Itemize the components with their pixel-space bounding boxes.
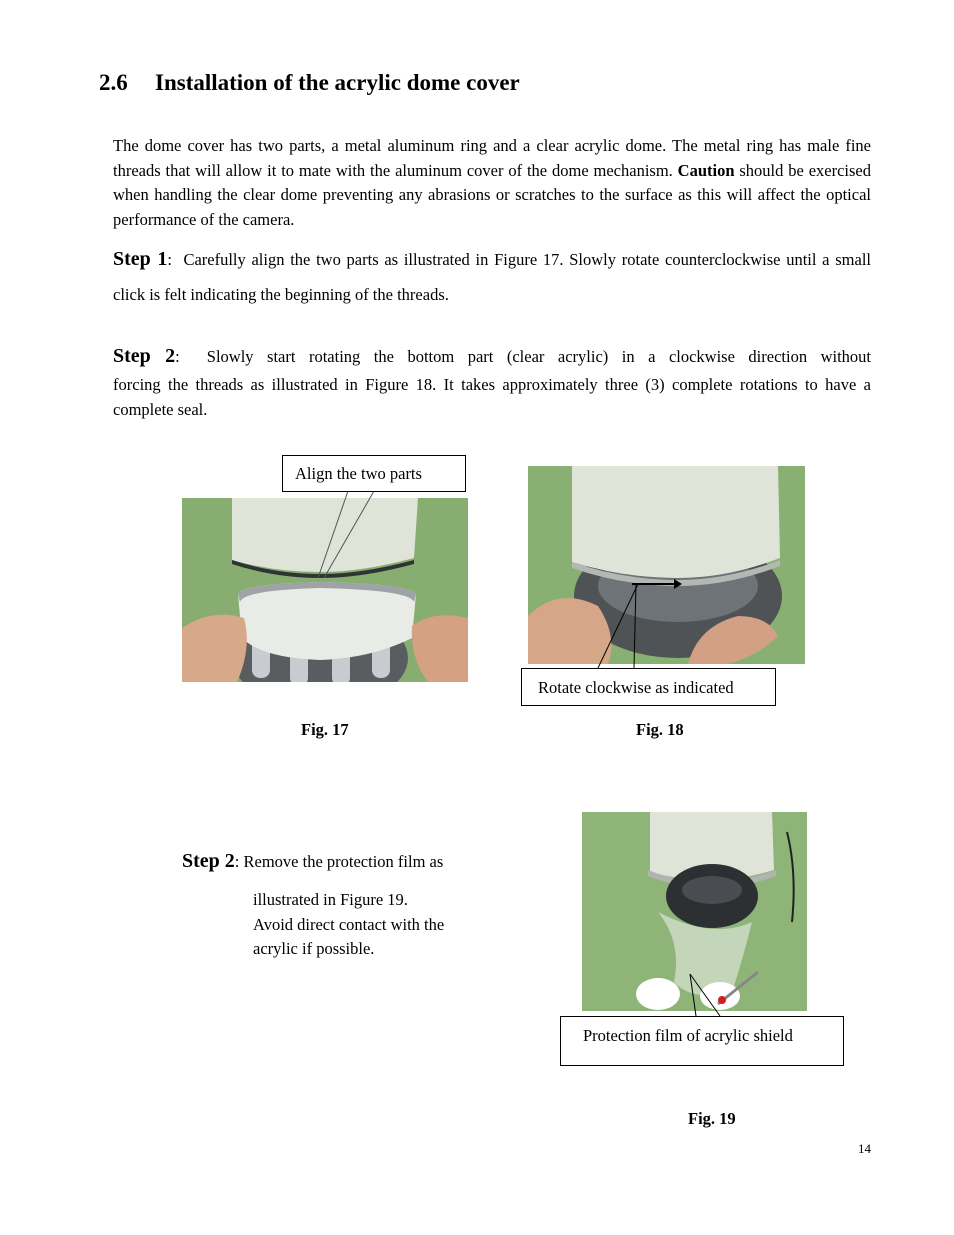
caution-label: Caution bbox=[677, 160, 735, 180]
step2b-line2: illustrated in Figure 19. bbox=[253, 890, 408, 909]
fig18-photo bbox=[528, 466, 805, 664]
step2b-label: Step 2 bbox=[182, 850, 235, 872]
step2-text-first: Slowly start rotating the bottom part (clear acrylic) in a clockwise direction without bbox=[206, 347, 872, 366]
intro-text-after: should be exercised when handling the clear dome preventing any abrasions or scratches to the surface as this will affect the optical performance of the camera. bbox=[113, 160, 871, 229]
step1-label: Step 1 bbox=[113, 248, 168, 270]
step2-paragraph bbox=[113, 339, 871, 422]
fig18-callout bbox=[521, 668, 776, 706]
step2b-line3: Avoid direct contact with the bbox=[253, 914, 445, 934]
fig17-callout-text: Align the two parts bbox=[295, 464, 422, 483]
fig17-callout bbox=[282, 455, 466, 492]
fig17-caption: Fig. 17 bbox=[301, 720, 349, 739]
fig17-photo bbox=[182, 498, 468, 682]
page-number: 14 bbox=[858, 1141, 871, 1156]
step2-label: Step 2 bbox=[113, 345, 176, 367]
step1-paragraph bbox=[113, 242, 871, 312]
fig18-callout-text: Rotate clockwise as indicated bbox=[538, 678, 734, 697]
fig19-caption: Fig. 19 bbox=[688, 1109, 736, 1128]
fig19-callout bbox=[560, 1016, 844, 1066]
section-heading bbox=[99, 70, 520, 96]
fig19-callout-text: Protection film of acrylic shield bbox=[583, 1026, 793, 1045]
fig18-caption: Fig. 18 bbox=[636, 720, 684, 739]
step1-text: Carefully align the two parts as illustrated in Figure 17. Slowly rotate counterclockwise until a small click is felt indicating the beginning of the threads. bbox=[113, 250, 871, 304]
step2b-line1: Remove the protection film as bbox=[243, 852, 444, 871]
step2b-lines bbox=[253, 888, 444, 962]
step2-rest: forcing the threads as illustrated in Figure 18. It takes approximately three (3) complete rotations to have a complete seal. bbox=[113, 375, 871, 419]
step2b-first-line bbox=[182, 850, 443, 873]
intro-paragraph bbox=[113, 134, 871, 232]
step2b-line4: acrylic if possible. bbox=[253, 939, 375, 958]
step2-first-line bbox=[113, 339, 871, 374]
section-title: Installation of the acrylic dome cover bbox=[155, 70, 520, 95]
intro-text-before: The dome cover has two parts, a metal aluminum ring and a clear acrylic dome. The metal ring has male fine threads that will allow it to mate with the aluminum cover of the dome mechanism. bbox=[113, 136, 871, 180]
step2b-colon: : bbox=[234, 852, 240, 871]
step1-colon: : bbox=[167, 250, 172, 269]
step2-colon: : bbox=[175, 347, 180, 366]
fig19-photo bbox=[582, 812, 807, 1011]
section-number: 2.6 bbox=[99, 70, 128, 95]
